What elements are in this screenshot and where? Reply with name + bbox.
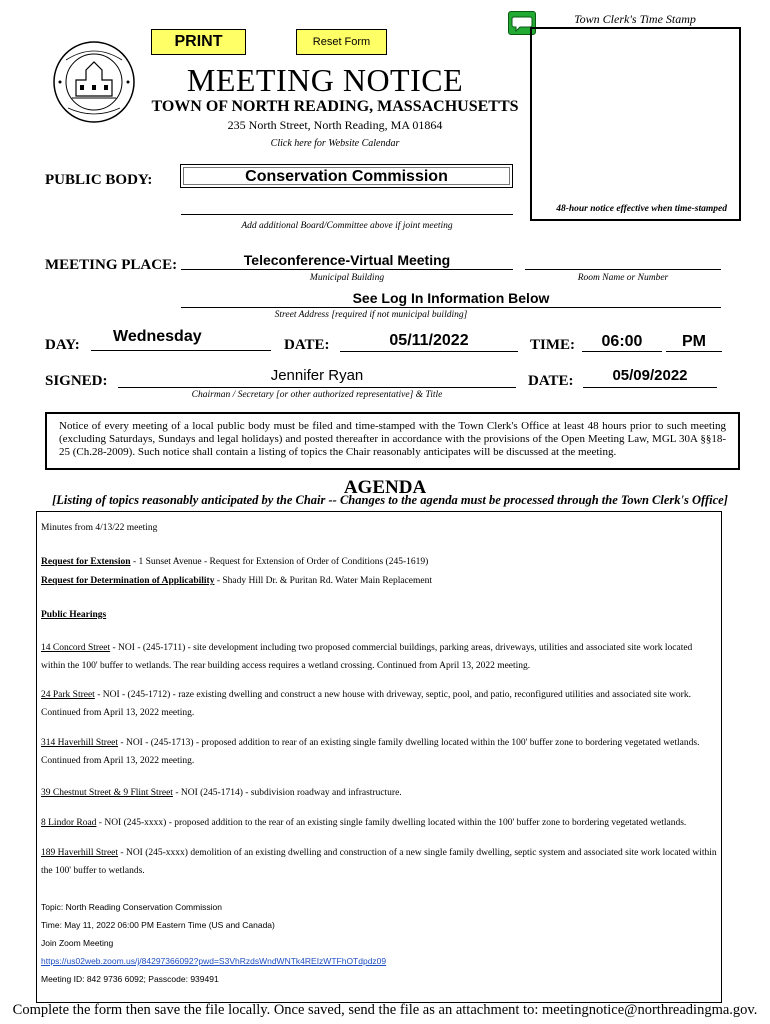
- hearing-text: - NOI (245-1714) - subdivision roadway and infrastructure.: [172, 788, 402, 798]
- hearing-item: [41, 686, 718, 722]
- ampm-input[interactable]: PM: [666, 333, 722, 352]
- extension-label: Request for Extension: [41, 557, 131, 567]
- street-address-caption: Street Address [required if not municipal building]: [274, 310, 468, 320]
- room-caption: Room Name or Number: [577, 273, 669, 283]
- time-stamp-note: 48-hour notice effective when time-stamped: [556, 204, 727, 214]
- extension-text: - 1 Sunset Avenue - Request for Extension of Order of Conditions (245-1619): [130, 557, 429, 567]
- hearing-address: 189 Haverhill Street: [41, 848, 119, 858]
- signed-date-label: DATE:: [528, 373, 574, 389]
- reset-form-button[interactable]: Reset Form: [296, 29, 387, 55]
- agenda-subtitle: [Listing of topics reasonably anticipated by the Chair -- Changes to the agenda must be processed through the Town Clerk's Office]: [52, 493, 728, 507]
- public-hearings-heading: Public Hearings: [41, 610, 107, 620]
- hearing-address: 314 Haverhill Street: [41, 738, 119, 748]
- zoom-meeting-id: Meeting ID: 842 9736 6092; Passcode: 939491: [41, 974, 219, 984]
- open-meeting-law-notice: Notice of every meeting of a local public body must be filed and time-stamped with the Town Clerk's Office at least 48 hours prior to such meeting (excluding Saturdays, Sundays and legal holidays) and posted thereafter in accordance with the provisions of the Open Meeting Law, MGL 30A §§18-25 (Ch.28-2009). Such notice shall contain a listing of topics the Chair reasonably anticipates will be discussed at the meeting.: [45, 412, 740, 470]
- municipal-building-caption: Municipal Building: [309, 273, 385, 283]
- hearing-item: [41, 814, 718, 832]
- hearing-address: 8 Lindor Road: [41, 818, 97, 828]
- determination-text: - Shady Hill Dr. & Puritan Rd. Water Main Replacement: [214, 576, 432, 586]
- agenda-extension: [41, 556, 718, 568]
- hearing-item: [41, 734, 718, 770]
- hearing-item: [41, 639, 718, 675]
- hearing-address: 14 Concord Street: [41, 643, 111, 653]
- time-stamp-box: [530, 27, 741, 221]
- joint-board-caption: Add additional Board/Committee above if joint meeting: [241, 221, 453, 231]
- town-address: 235 North Street, North Reading, MA 01864: [227, 118, 443, 132]
- town-seal-icon: [52, 40, 136, 124]
- time-label: TIME:: [530, 337, 575, 353]
- hearing-address: 24 Park Street: [41, 690, 95, 700]
- page-title: MEETING NOTICE: [186, 62, 464, 98]
- hearing-item: [41, 844, 718, 880]
- date-label: DATE:: [284, 337, 330, 353]
- time-stamp-label: Town Clerk's Time Stamp: [574, 12, 696, 26]
- signed-caption: Chairman / Secretary [or other authorized representative] & Title: [191, 390, 443, 400]
- hearing-text: - NOI - (245-1711) - site development including two proposed commercial buildings, parking areas, driveways, utilities and associated site work located within the 100' buffer to wetlands. The rear building access requires a wetland crossing. Continued from April 13, 2022 meeting.: [41, 643, 693, 671]
- agenda-minutes: Minutes from 4/13/22 meeting: [41, 523, 158, 533]
- hearing-address: 39 Chestnut Street & 9 Flint Street: [41, 788, 173, 798]
- agenda-textarea[interactable]: [36, 511, 722, 1003]
- hearing-text: - NOI - (245-1713) - proposed addition to rear of an existing single family dwelling located within the 100' buffer zone to bordering vegetated wetlands. Continued from April 13, 2022 meeting.: [41, 738, 700, 766]
- footer-instructions: Complete the form then save the file locally. Once saved, send the file as an attachment to: meetingnotice@northreadingma.gov.: [12, 1002, 758, 1018]
- hearing-text: - NOI - (245-1712) - raze existing dwelling and construct a new house with driveway, septic, pool, and patio, reconfigured utilities and associated site work. Continued from April 13, 2022 meeting.: [41, 690, 691, 718]
- zoom-meeting-link[interactable]: https://us02web.zoom.us/j/84297366092?pwd=S3VhRzdsWndWNTk4REIzWTFhOTdpdz09: [41, 956, 387, 966]
- determination-label: Request for Determination of Applicability: [41, 576, 215, 586]
- zoom-time: Time: May 11, 2022 06:00 PM Eastern Time (US and Canada): [41, 920, 275, 930]
- meeting-place-input[interactable]: Teleconference-Virtual Meeting: [181, 252, 513, 270]
- signed-label: SIGNED:: [45, 373, 108, 389]
- time-input[interactable]: 06:00: [582, 333, 662, 352]
- hearing-text: - NOI (245-xxxx) demolition of an existing dwelling and construction of a new single family dwelling, septic system and associated site work located within the 100' buffer to wetlands.: [41, 848, 717, 876]
- public-body-label: PUBLIC BODY:: [45, 172, 153, 188]
- signed-input[interactable]: Jennifer Ryan: [118, 366, 516, 388]
- town-name: TOWN OF NORTH READING, MASSACHUSETTS: [151, 98, 519, 115]
- website-calendar-link[interactable]: Click here for Website Calendar: [270, 138, 400, 149]
- joint-board-input[interactable]: [181, 214, 513, 215]
- agenda-determination: [41, 575, 718, 587]
- agenda-title: AGENDA: [343, 477, 427, 498]
- day-input[interactable]: Wednesday: [91, 328, 271, 351]
- hearing-item: [41, 784, 718, 802]
- signed-date-input[interactable]: 05/09/2022: [583, 366, 717, 388]
- public-body-input[interactable]: Conservation Commission: [180, 164, 513, 188]
- print-button[interactable]: PRINT: [151, 29, 246, 55]
- room-input[interactable]: [525, 269, 721, 270]
- street-address-input[interactable]: See Log In Information Below: [181, 290, 721, 308]
- meeting-place-label: MEETING PLACE:: [45, 257, 178, 273]
- day-label: DAY:: [45, 337, 80, 353]
- date-input[interactable]: 05/11/2022: [340, 332, 518, 352]
- hearing-text: - NOI (245-xxxx) - proposed addition to the rear of an existing single family dwelling located within the 100' buffer zone to bordering vegetated wetlands.: [96, 818, 687, 828]
- zoom-join: Join Zoom Meeting: [41, 938, 114, 948]
- zoom-topic: Topic: North Reading Conservation Commission: [41, 902, 222, 912]
